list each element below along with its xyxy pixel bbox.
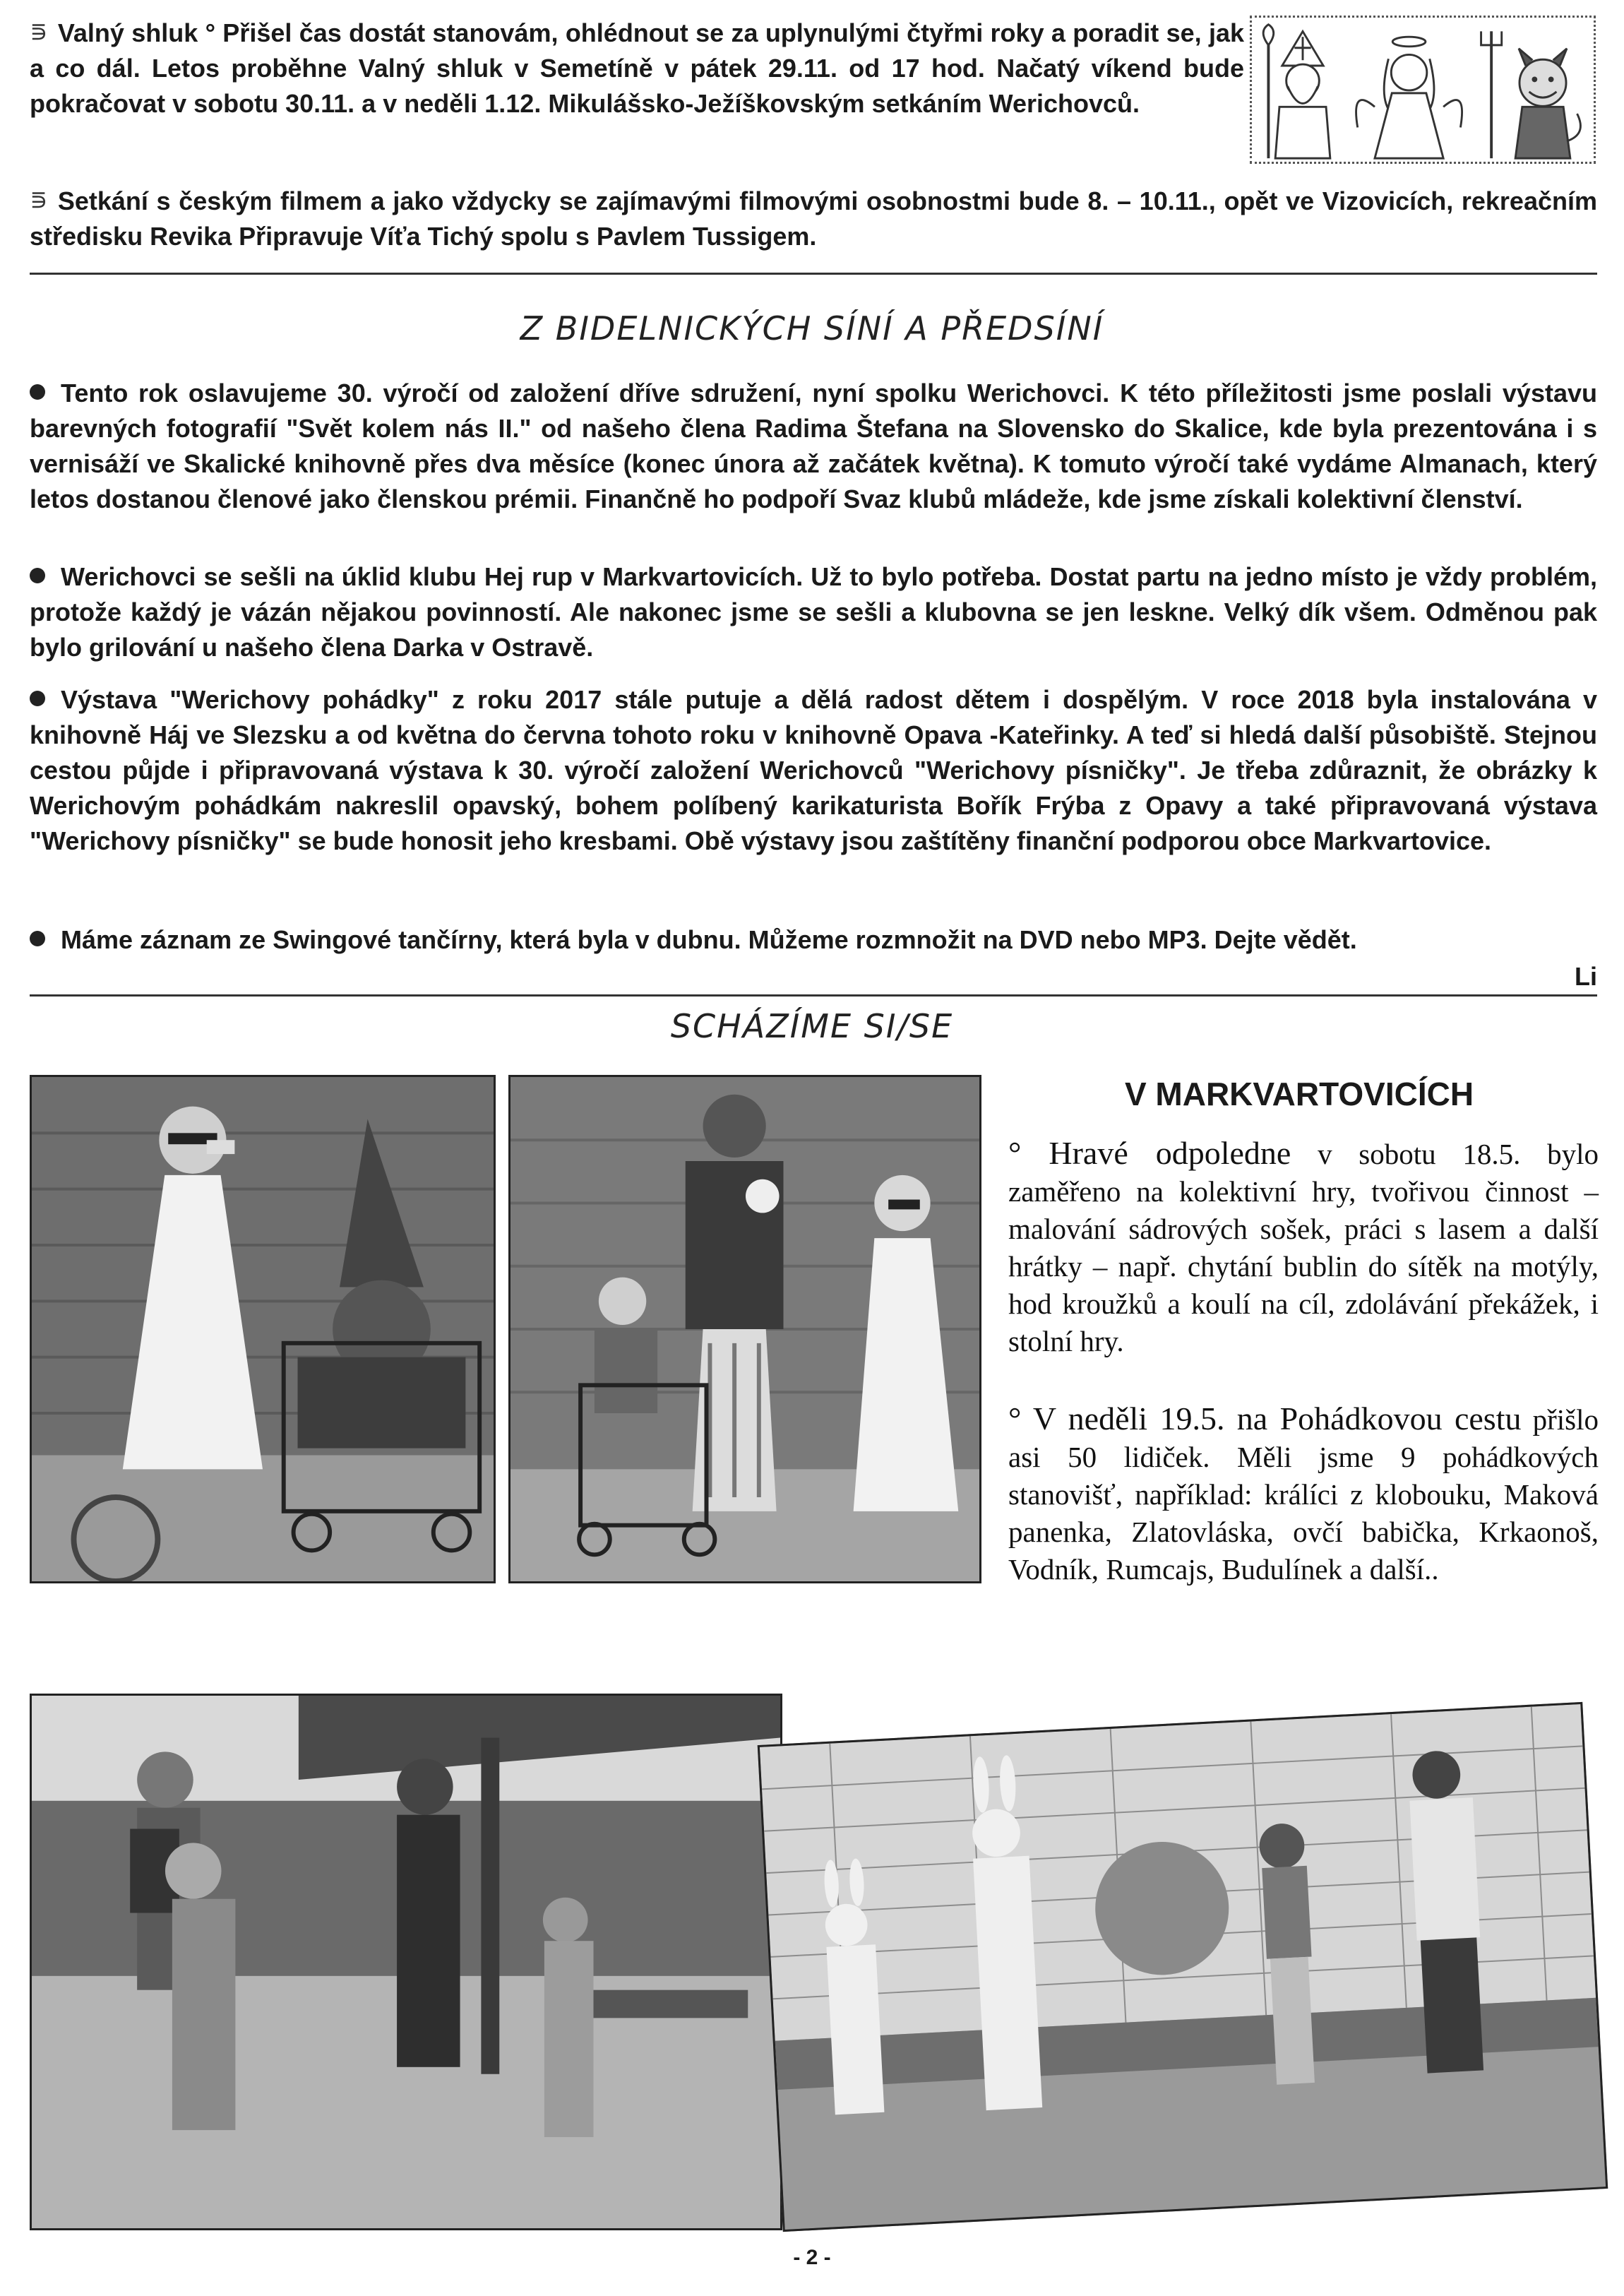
news-paragraph	[30, 682, 1597, 859]
bullet-icon	[30, 931, 45, 946]
arrow-bullet-icon: ⋾	[30, 18, 48, 47]
side-paragraph-pohadkova-cesta	[1008, 1400, 1599, 1588]
paragraph-text: Tento rok oslavujeme 30. výročí od založení dříve sdružení, nyní spolku Werichovci. K této příležitosti jsme poslali výstavu barevných fotografií "Svět kolem nás II." od našeho člena Radima Štefana na Slovensko do Skalice, kde byla prezentována i s vernisáží ve Skalické knihovně přes dva měsíce (konec února až začátek května). K tomuto výročí také vydáme Almanach, který letos dostanou členové jako členskou prémii. Finančně ho podpoří Svaz klubů mládeže, kde jsme získali kolektivní členství.	[30, 379, 1597, 513]
side-paragraph-hrave-odpoledne	[1008, 1134, 1599, 1360]
announcement-text: Valný shluk ° Přišel čas dostát stanovám, ohlédnout se za uplynulými čtyřmi roky a poradit se, jak a co dál. Letos proběhne Valný shluk v Semetíně v pátek 29.11. od 17 hod. Načatý víkend bude pokračovat v sobotu 30.11. a v neděli 1.12. Mikulášsko-Ježíškovským setkáním Werichovců.	[30, 18, 1244, 118]
bullet-icon	[30, 691, 45, 706]
clipart-illustration	[1252, 18, 1594, 162]
photo-image	[32, 1696, 780, 2228]
side-paragraph-text: přišlo asi 50 lidiček. Měli jsme 9 pohádkových stanovišť, například: králíci z klobouku, Maková panenka, Zlatovláska, ovčí babička, Krkaonoš, Vodník, Rumcajs, Budulínek a další..	[1008, 1403, 1599, 1586]
photo-girl-with-stroller	[30, 1075, 496, 1583]
paragraph-text: Werichovci se sešli na úklid klubu Hej rup v Markvartovicích. Už to bylo potřeba. Dostat partu na jedno místo je vždy problém, protože každý je vázán nějakou povinností. Ale nakonec jsme se sešli a klubovna se jen leskne. Velký dík všem. Odměnou pak bylo grilování u našeho člena Darka v Ostravě.	[30, 562, 1597, 662]
side-paragraph-lead: ° Hravé odpoledne	[1008, 1135, 1291, 1171]
photo-image	[760, 1704, 1606, 2230]
author-signature: Li	[1575, 962, 1597, 991]
announcement-film	[30, 184, 1597, 254]
news-paragraph	[30, 376, 1597, 517]
photo-image	[32, 1077, 494, 1581]
side-paragraph-text: v sobotu 18.5. bylo zaměřeno na kolektivní hry, tvořivou činnost – malování sádrových sošek, práci s lasem a další hrátky – např. chytání bublin do sítěk na motýly, hod kroužků a koulí na cíl, zdolávání překážek, i stolní hry.	[1008, 1138, 1599, 1357]
bullet-icon	[30, 568, 45, 583]
clipart-mikulas-angel-devil	[1250, 16, 1596, 164]
divider	[30, 273, 1597, 275]
section-heading-bidelnicke: Z BIDELNICKÝCH SÍNÍ A PŘEDSÍNÍ	[520, 309, 1104, 347]
paragraph-text: Výstava "Werichovy pohádky" z roku 2017 stále putuje a dělá radost dětem i dospělým. V roce 2018 byla instalována v knihovně Háj ve Slezsku a od května do června tohoto roku v knihovně Opava -Kateřinky. A teď si hledá další působiště. Stejnou cestou půjde i připravovaná výstava k 30. výročí založení Werichovců "Werichovy písničky". Je třeba zdůraznit, že obrázky k Werichovým pohádkám nakreslil opavský, bohem políbený karikaturista Bořík Frýba z Opavy a také připravovaná výstava "Werichovy písničky" se bude honosit jeho kresbami. Obě výstavy jsou zaštítěny finanční podporou obce Markvartovice.	[30, 685, 1597, 855]
news-paragraph	[30, 922, 1597, 958]
devil-figure	[1481, 31, 1581, 158]
side-paragraph-lead: ° V neděli 19.5. na Pohádkovou cestu	[1008, 1400, 1522, 1437]
angel-figure	[1356, 37, 1462, 158]
page-number: - 2 -	[793, 2246, 831, 2269]
side-column-title: V MARKVARTOVICÍCH	[1124, 1076, 1474, 1112]
bullet-icon	[30, 384, 45, 400]
arrow-bullet-icon: ⋾	[30, 186, 48, 215]
announcement-valny-shluk	[30, 16, 1244, 121]
photo-man-in-hat-with-children	[30, 1694, 782, 2230]
photo-image	[511, 1077, 979, 1581]
announcement-text: Setkání s českým filmem a jako vždycky se zajímavými filmovými osobnostmi bude 8. – 10.11., opět ve Vizovicích, rekreačním středisku Revika Připravuje Víťa Tichý spolu s Pavlem Tussigem.	[30, 186, 1597, 251]
photo-clown-with-children	[508, 1075, 981, 1583]
mikulas-figure	[1263, 25, 1330, 158]
photo-bunnies-with-ball	[758, 1702, 1608, 2232]
section-heading-schazime: SCHÁZÍME SI/SE	[670, 1007, 954, 1045]
divider	[30, 994, 1597, 997]
news-paragraph	[30, 559, 1597, 665]
paragraph-text: Máme záznam ze Swingové tančírny, která byla v dubnu. Můžeme rozmnožit na DVD nebo MP3. Dejte vědět.	[61, 925, 1357, 954]
